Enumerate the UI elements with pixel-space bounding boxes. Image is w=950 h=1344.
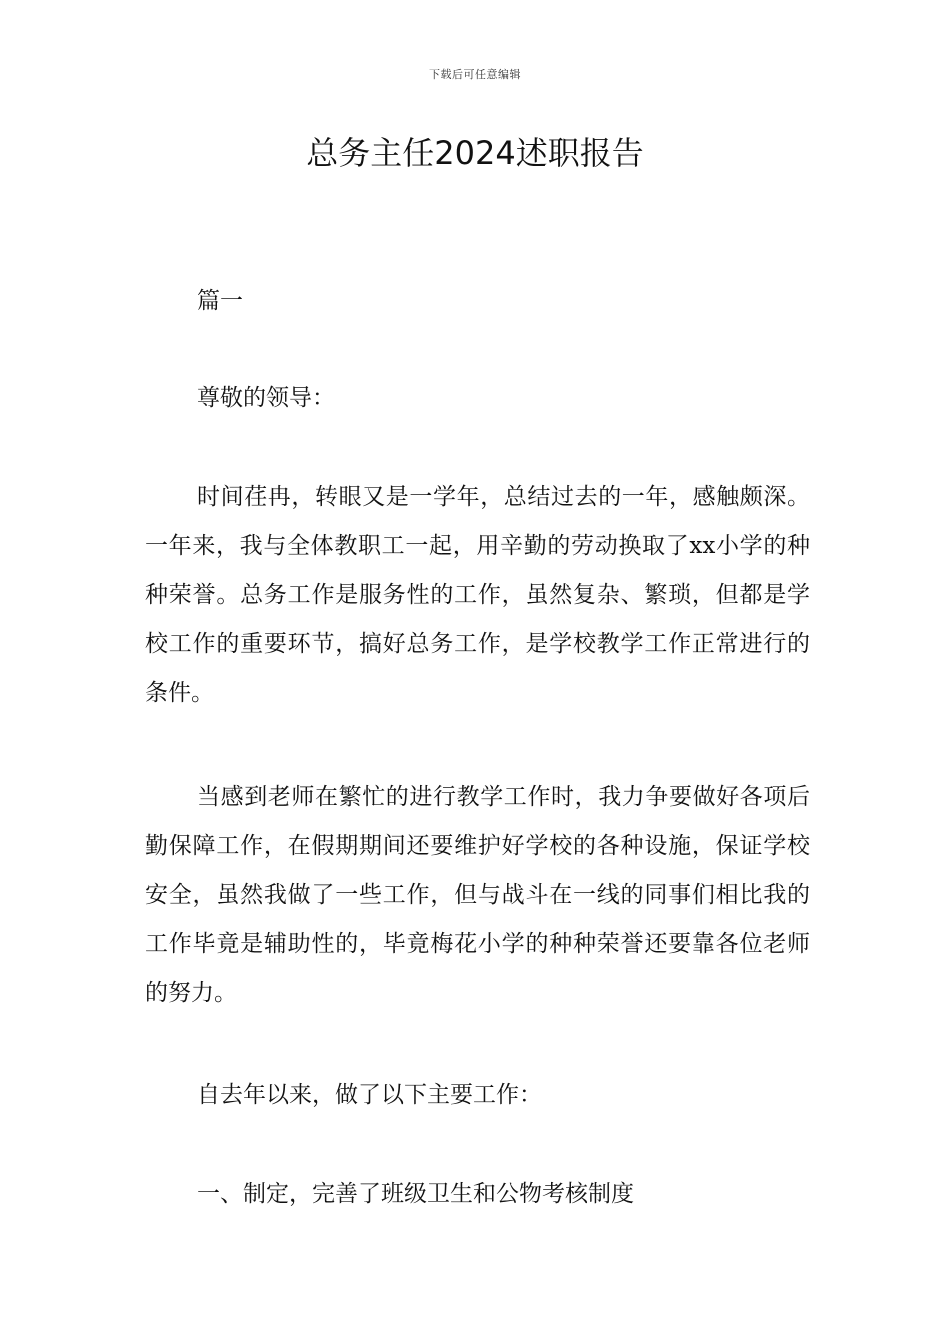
salutation: 尊敬的领导： (197, 385, 335, 411)
header-note: 下载后可任意编辑 (429, 68, 521, 81)
paragraph: 自去年以来，做了以下主要工作： (197, 1082, 542, 1108)
paragraph: 当感到老师在繁忙的进行教学工作时，我力争要做好各项后勤保障工作，在假期期间还要维护好学校的各种设施，保证学校安全，虽然我做了一些工作，但与战斗在一线的同事们相比我的工作毕竟是辅助性的，毕竟梅花小学的种种荣誉还要靠各位老师的努力。 (145, 784, 810, 1006)
document-title: 总务主任2024述职报告 (306, 134, 644, 172)
list-item-heading: 一、制定，完善了班级卫生和公物考核制度 (197, 1181, 634, 1207)
section-label: 篇一 (197, 288, 243, 314)
paragraph: 时间荏冉，转眼又是一学年，总结过去的一年，感触颇深。一年来，我与全体教职工一起，用辛勤的劳动换取了xx小学的种种荣誉。总务工作是服务性的工作，虽然复杂、繁琐，但都是学校工作的重要环节，搞好总务工作，是学校教学工作正常进行的条件。 (145, 484, 810, 706)
